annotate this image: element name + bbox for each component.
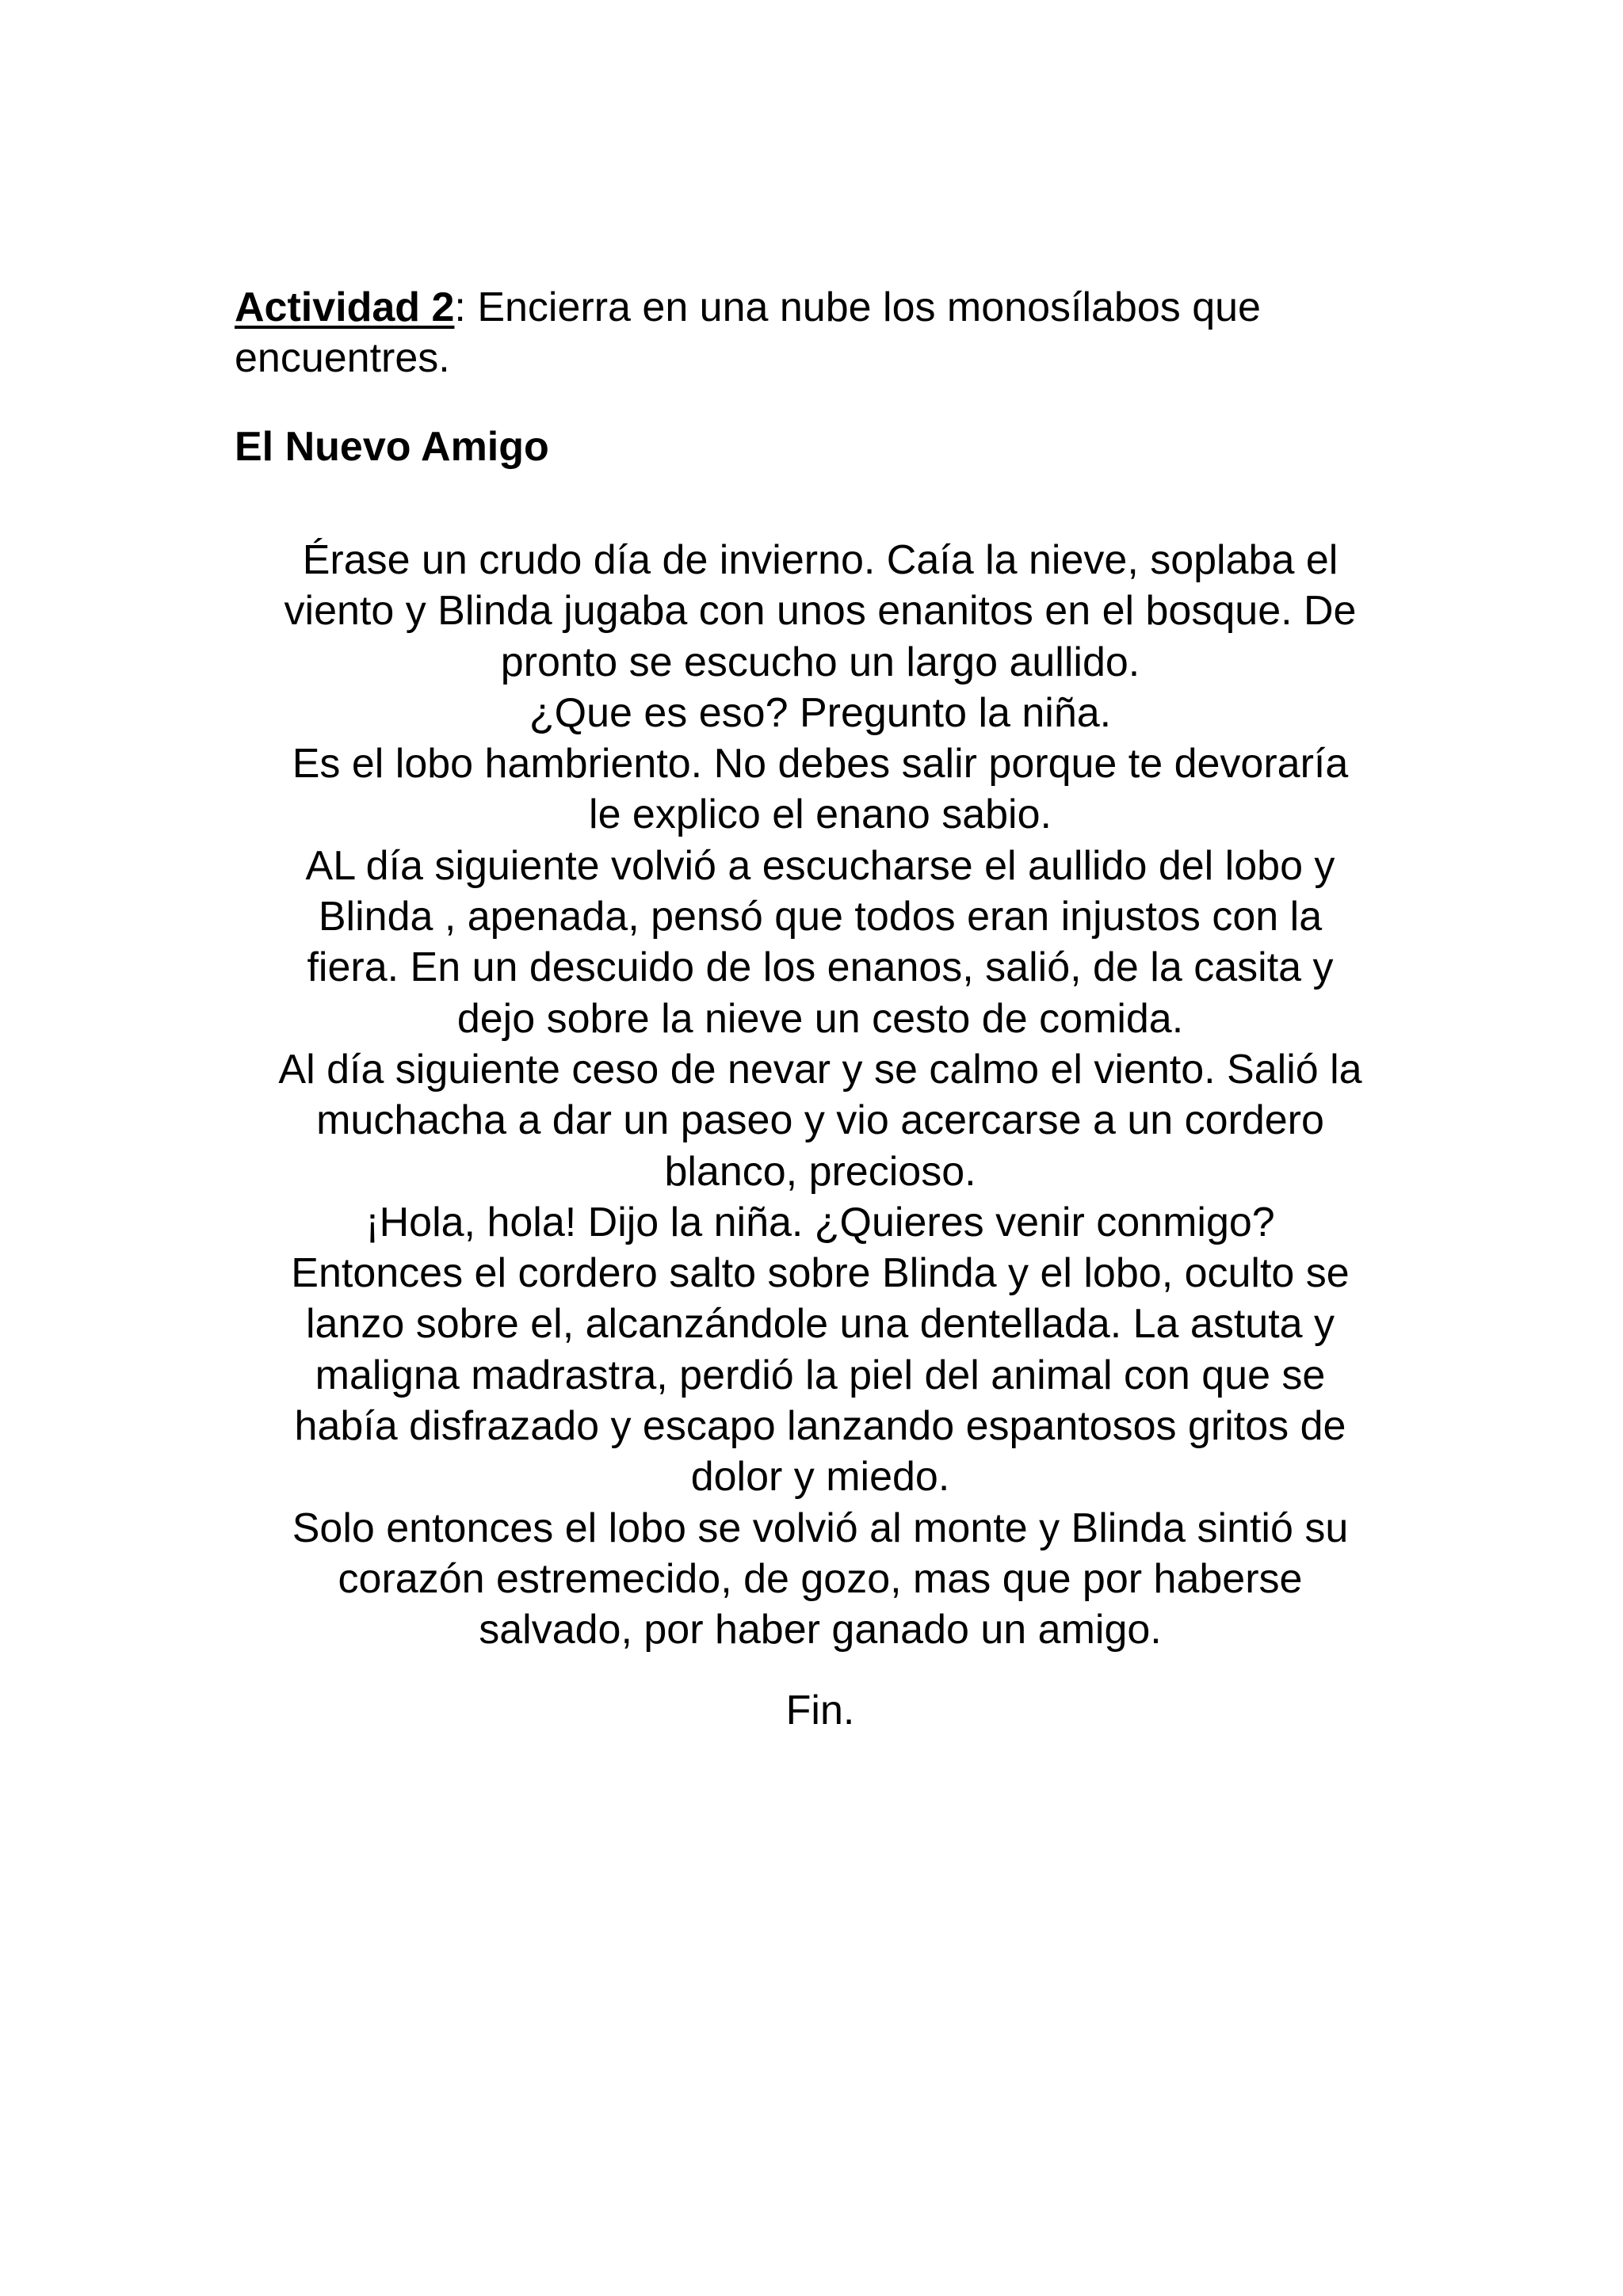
story-line: AL día siguiente volvió a escucharse el aullido del lobo y: [305, 842, 1335, 889]
story-line: muchacha a dar un paseo y vio acercarse a un cordero: [316, 1097, 1324, 1144]
story-line: corazón estremecido, de gozo, mas que por haberse: [338, 1555, 1303, 1602]
story-line: dolor y miedo.: [690, 1454, 950, 1501]
story-line: ¿Que es eso? Pregunto la niña.: [529, 689, 1112, 736]
story-line: lanzo sobre el, alcanzándole una dentellada. La astuta y: [305, 1301, 1335, 1348]
story-line: viento y Blinda jugaba con unos enanitos en el bosque. De: [284, 588, 1357, 635]
story-line: pronto se escucho un largo aullido.: [500, 639, 1140, 685]
story-line: salvado, por haber ganado un amigo.: [479, 1607, 1162, 1653]
story-title: El Nuevo Amigo: [235, 424, 549, 470]
activity-label: Actividad 2: [235, 284, 455, 330]
activity-instruction-text: : Encierra en una nube los monosílabos que: [454, 284, 1261, 330]
story-line: fiera. En un descuido de los enanos, salió, de la casita y: [307, 944, 1334, 991]
story-ending: Fin.: [785, 1688, 855, 1733]
activity-instruction: [235, 282, 1407, 383]
story-line: Entonces el cordero salto sobre Blinda y el lobo, oculto se: [291, 1250, 1350, 1297]
story-line: Érase un crudo día de invierno. Caía la nieve, soplaba el: [302, 537, 1338, 583]
activity-instruction-text-cont: encuentres.: [235, 335, 450, 381]
story-line: ¡Hola, hola! Dijo la niña. ¿Quieres venir conmigo?: [365, 1199, 1275, 1245]
story-line: Solo entonces el lobo se volvió al monte y Blinda sintió su: [292, 1505, 1349, 1551]
story-line: blanco, precioso.: [664, 1148, 976, 1195]
story-line: Blinda , apenada, pensó que todos eran injustos con la: [318, 894, 1323, 940]
story-line: había disfrazado y escapo lanzando espantosos gritos de: [294, 1403, 1346, 1450]
story-line: dejo sobre la nieve un cesto de comida.: [456, 995, 1184, 1042]
story-line: le explico el enano sabio.: [589, 791, 1052, 838]
story-body: [206, 535, 1434, 1656]
story-line: Es el lobo hambriento. No debes salir porque te devoraría: [292, 741, 1349, 788]
story-line: maligna madrastra, perdió la piel del animal con que se: [315, 1352, 1326, 1398]
story-line: Al día siguiente ceso de nevar y se calmo el viento. Salió la: [278, 1046, 1362, 1093]
